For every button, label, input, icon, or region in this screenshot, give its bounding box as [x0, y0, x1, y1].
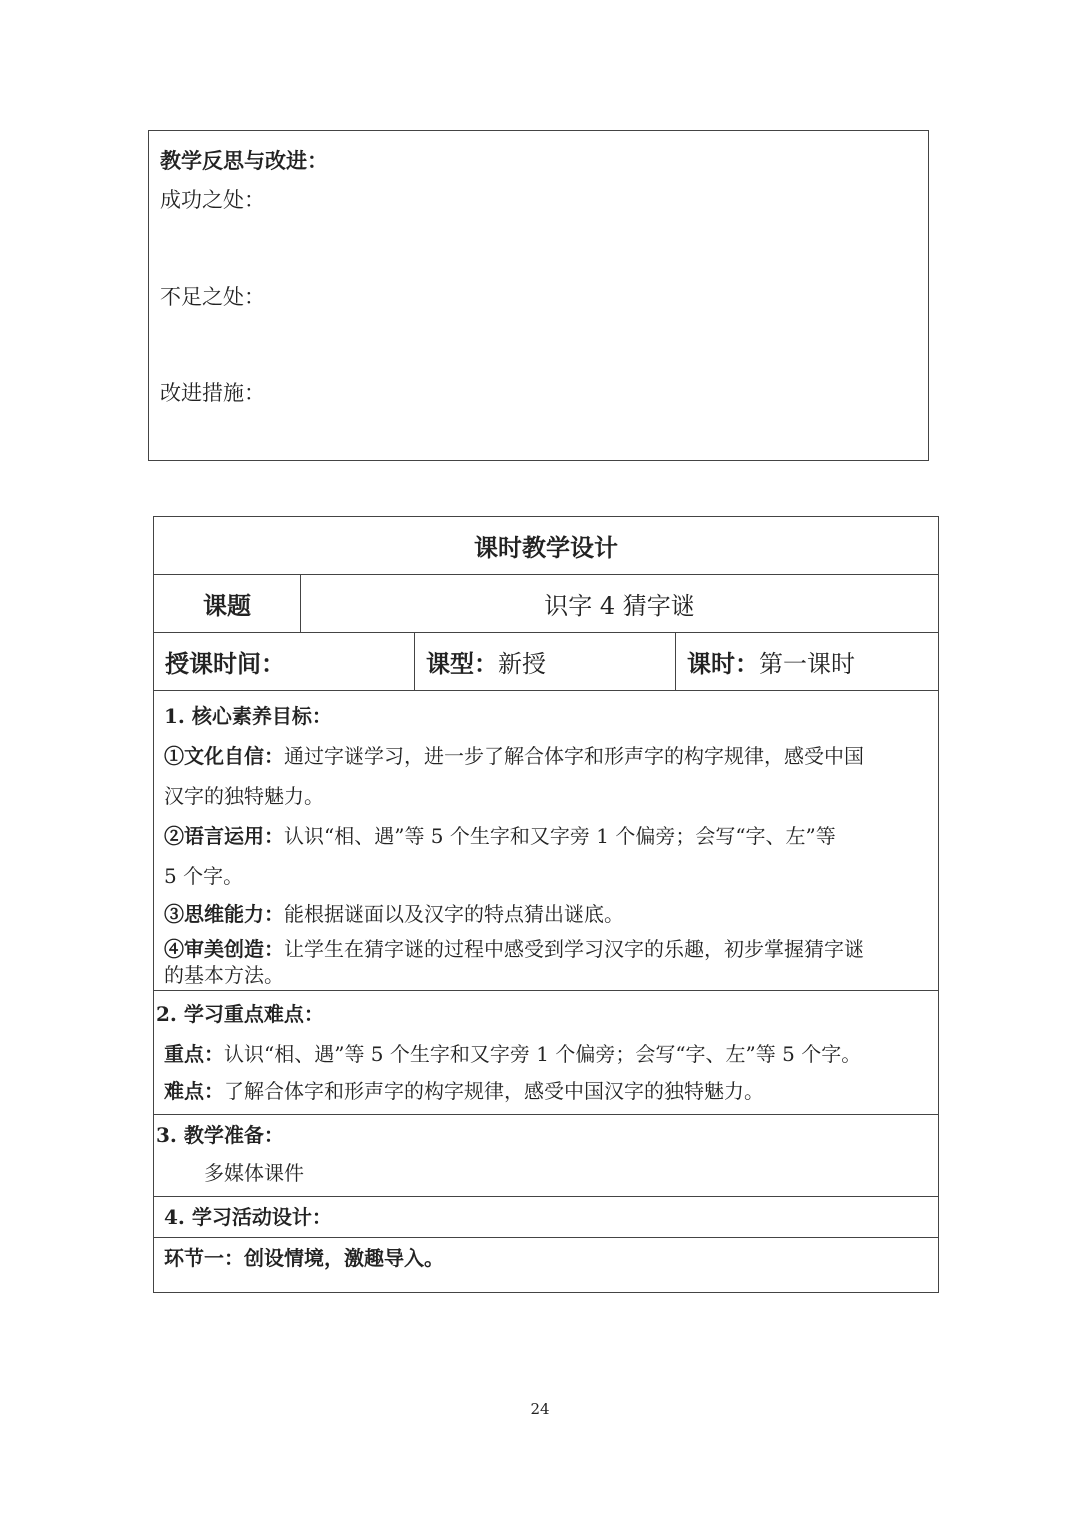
activity-step-cell [154, 1238, 939, 1293]
goal-1-text: 通过字谜学习，进一步了解合体字和形声字的构字规律，感受中国 [284, 744, 864, 768]
goal-3-label: ③思维能力： [164, 902, 284, 926]
lesson-design-table [153, 516, 939, 1293]
goal-1-label: ①文化自信： [164, 744, 284, 768]
keypoints-heading: 2. 学习重点难点： [156, 1002, 324, 1026]
activity-step-1: 环节一：创设情境，激趣导入。 [164, 1246, 444, 1270]
topic-value: 识字 4 猜字谜 [301, 575, 939, 633]
goals-cell [154, 691, 939, 991]
reflection-improve: 改进措施： [160, 381, 265, 405]
goal-2-cont: 5 个字。 [164, 864, 244, 888]
lesson-title: 课时教学设计 [154, 517, 939, 575]
period-label: 课时： [687, 649, 759, 678]
goal-4-label: ④审美创造： [164, 937, 284, 961]
key-text: 认识“相、遇”等 5 个生字和又字旁 1 个偏旁；会写“字、左”等 5 个字。 [224, 1042, 862, 1066]
prep-heading: 3. 教学准备： [156, 1123, 284, 1147]
type-value: 新授 [498, 650, 546, 678]
type-cell [415, 633, 676, 691]
reflection-shortcoming: 不足之处： [160, 285, 265, 309]
goal-1-cont: 汉字的独特魅力。 [164, 784, 324, 808]
time-cell [154, 633, 415, 691]
reflection-success: 成功之处： [160, 188, 265, 212]
reflection-box [148, 130, 929, 461]
hard-text: 了解合体字和形声字的构字规律，感受中国汉字的独特魅力。 [224, 1079, 764, 1103]
key-label: 重点： [164, 1042, 224, 1066]
prep-cell [154, 1115, 939, 1197]
goal-4-text: 让学生在猜字谜的过程中感受到学习汉字的乐趣，初步掌握猜字谜 [284, 937, 864, 961]
activity-heading: 4. 学习活动设计： [164, 1205, 332, 1229]
goal-4-cont: 的基本方法。 [164, 963, 284, 987]
goals-heading: 1. 核心素养目标： [164, 704, 332, 728]
goal-3-text: 能根据谜面以及汉字的特点猜出谜底。 [284, 902, 624, 926]
reflection-heading: 教学反思与改进： [160, 148, 328, 173]
page-number: 24 [530, 1400, 550, 1418]
hard-label: 难点： [164, 1079, 224, 1103]
activity-heading-cell [154, 1197, 939, 1238]
goal-2-label: ②语言运用： [164, 824, 284, 848]
time-label: 授课时间： [165, 649, 285, 678]
period-cell [676, 633, 939, 691]
goal-2-text: 认识“相、遇”等 5 个生字和又字旁 1 个偏旁；会写“字、左”等 [284, 824, 836, 848]
type-label: 课型： [426, 649, 498, 678]
period-value: 第一课时 [759, 650, 855, 678]
topic-label: 课题 [154, 575, 301, 633]
prep-item: 多媒体课件 [204, 1161, 304, 1185]
keypoints-cell [154, 991, 939, 1115]
